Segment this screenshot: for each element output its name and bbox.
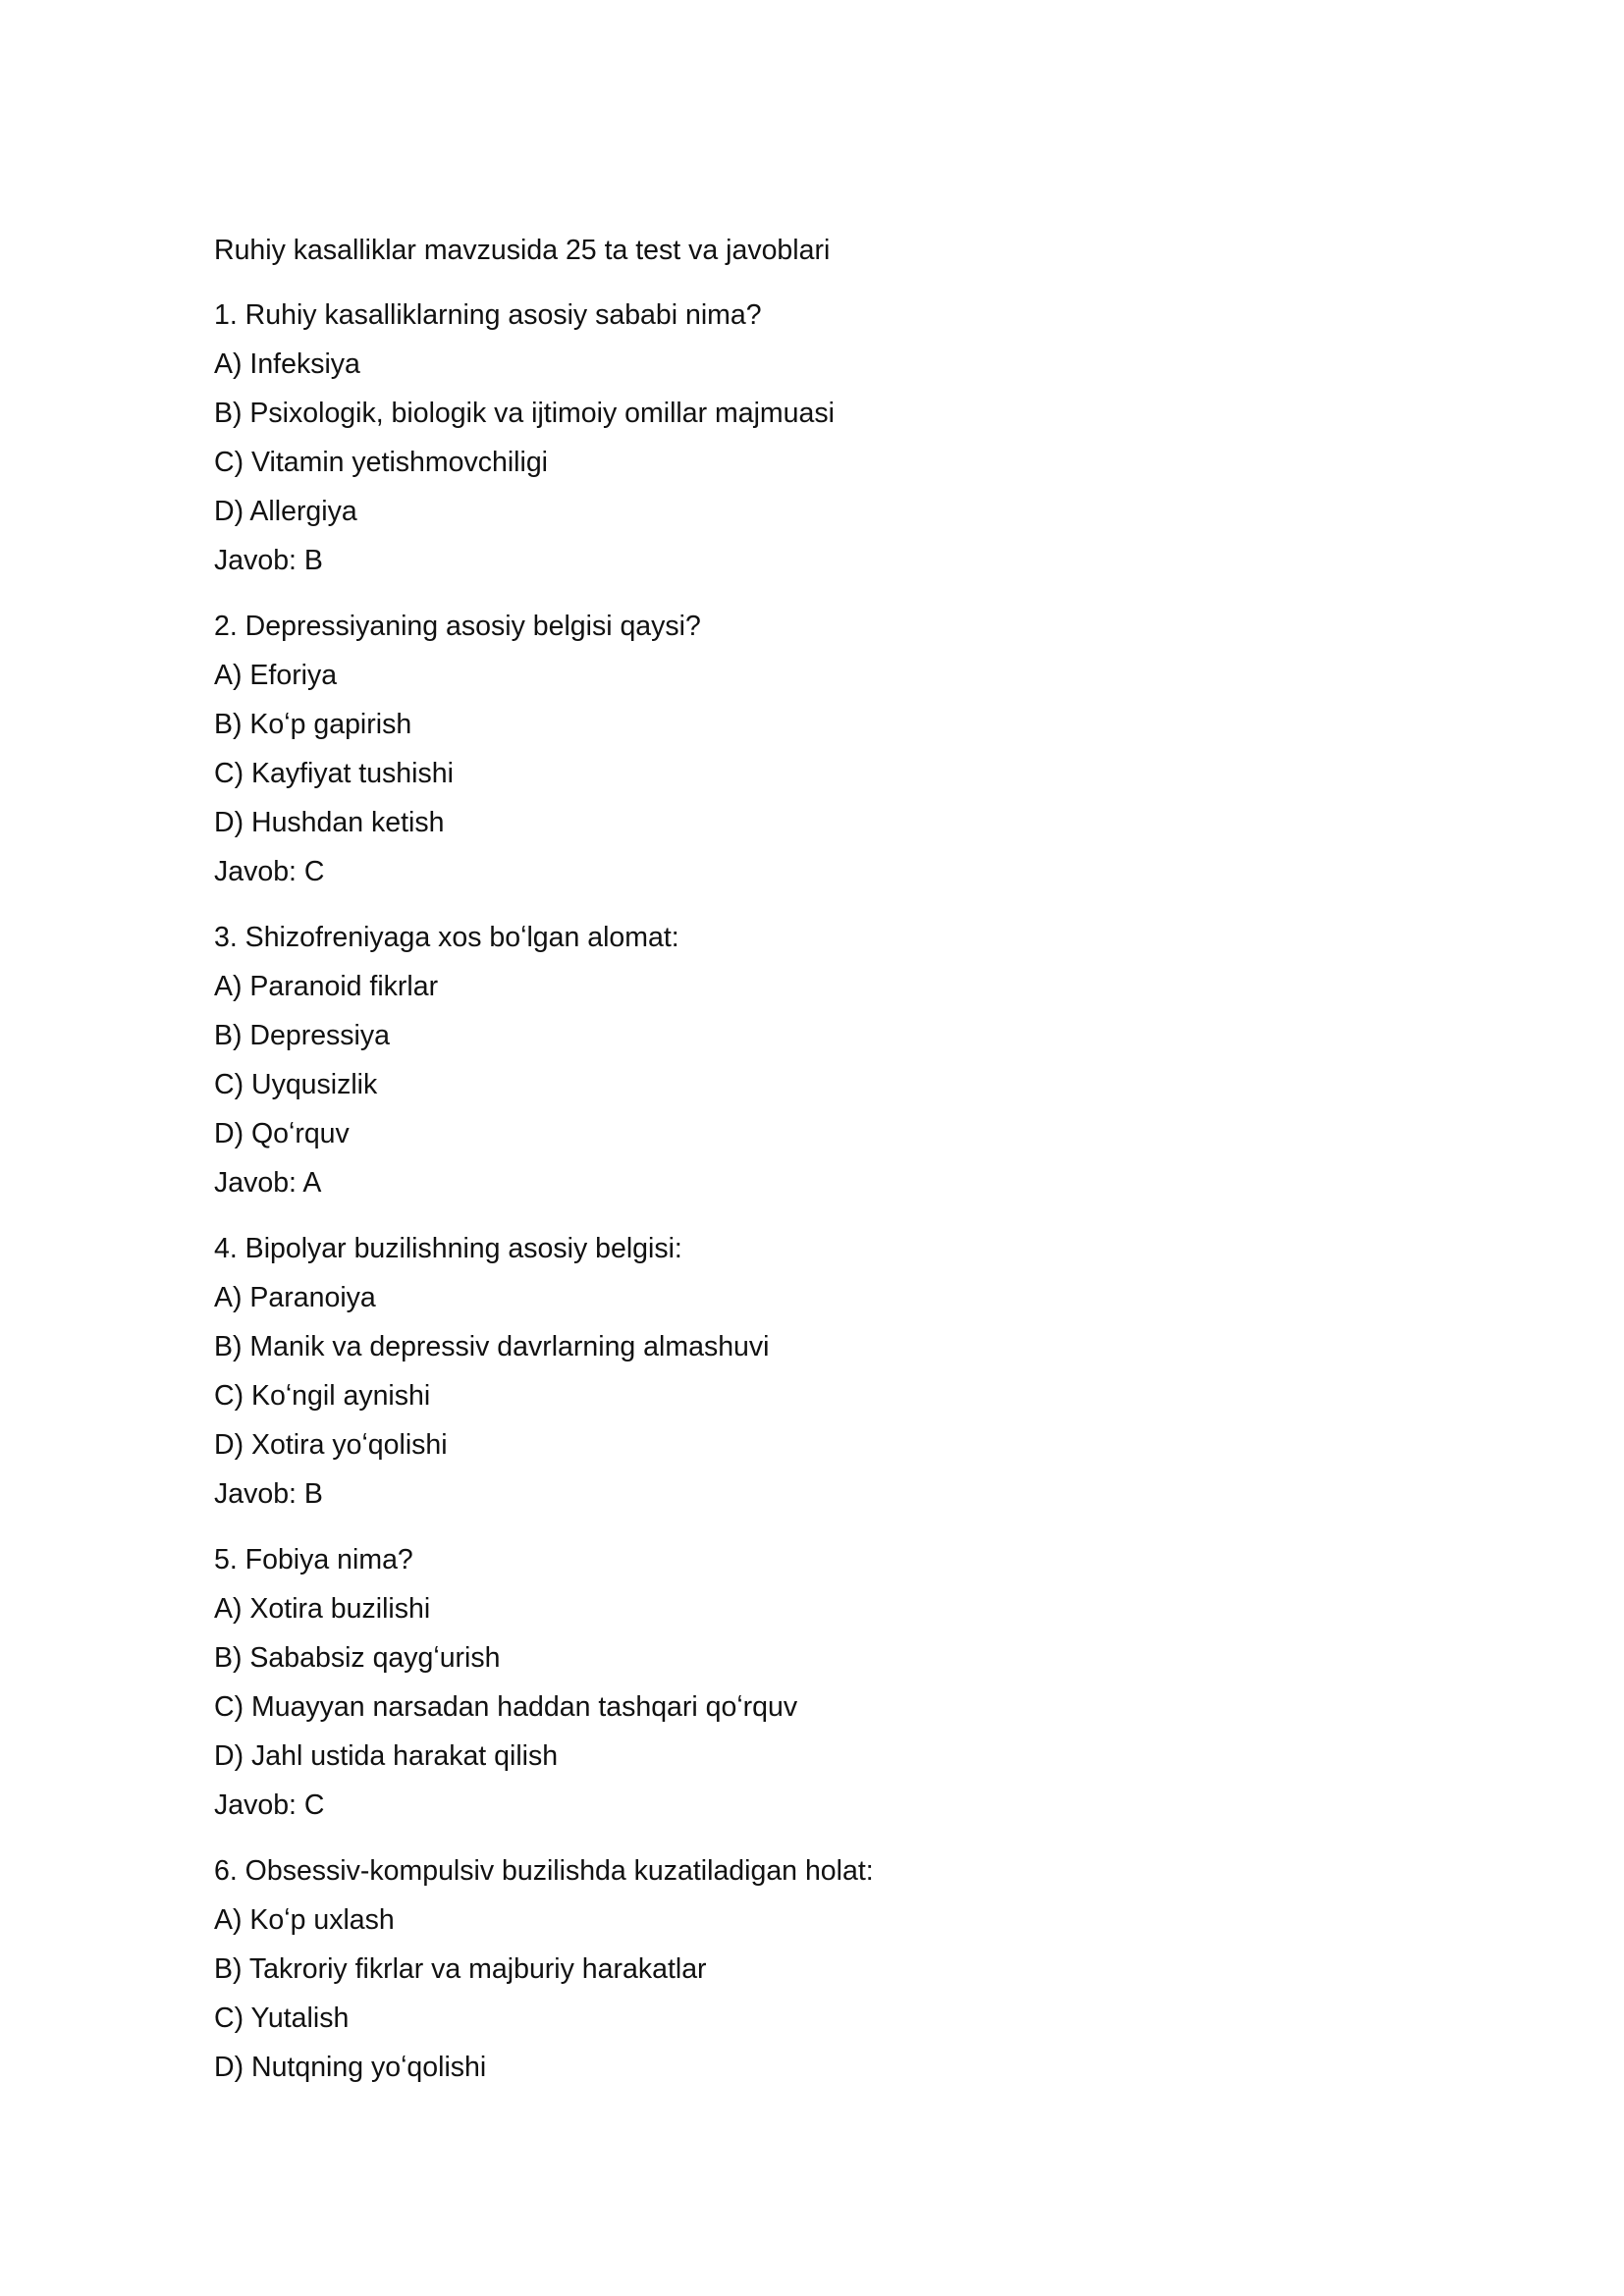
document-title: Ruhiy kasalliklar mavzusida 25 ta test va javoblari [214,235,831,266]
option-c: C) Yutalish [214,2002,350,2034]
option-a: A) Koʻp uxlash [214,1904,395,1936]
option-c: C) Uyqusizlik [214,1069,378,1100]
answer-text: Javob: B [214,1478,323,1510]
answer-text: Javob: C [214,1789,325,1821]
option-d: D) Allergiya [214,496,357,527]
option-b: B) Manik va depressiv davrlarning almashuvi [214,1331,770,1362]
option-a: A) Paranoiya [214,1282,376,1313]
option-b: B) Psixologik, biologik va ijtimoiy omillar majmuasi [214,398,835,429]
answer-text: Javob: A [214,1167,322,1199]
option-b: B) Koʻp gapirish [214,709,412,740]
answer-text: Javob: B [214,545,323,576]
question-text: 1. Ruhiy kasalliklarning asosiy sababi nima? [214,299,762,331]
question-5 [214,1535,1490,1830]
question-text: 6. Obsessiv-kompulsiv buzilishda kuzatiladigan holat: [214,1855,874,1887]
option-d: D) Qoʻrquv [214,1118,350,1149]
option-d: D) Jahl ustida harakat qilish [214,1740,559,1772]
question-6 [214,1846,1490,2092]
option-a: A) Xotira buzilishi [214,1593,431,1625]
question-1 [214,291,1490,585]
question-text: 5. Fobiya nima? [214,1544,413,1575]
option-c: C) Muayyan narsadan haddan tashqari qoʻrquv [214,1691,798,1723]
question-2 [214,602,1490,896]
answer-text: Javob: C [214,856,325,887]
question-text: 3. Shizofreniyaga xos boʻlgan alomat: [214,922,679,953]
option-d: D) Nutqning yoʻqolishi [214,2052,487,2083]
option-a: A) Eforiya [214,660,338,691]
option-c: C) Vitamin yetishmovchiligi [214,447,548,478]
option-d: D) Hushdan ketish [214,807,445,838]
option-c: C) Kayfiyat tushishi [214,758,454,789]
option-b: B) Sababsiz qaygʻurish [214,1642,501,1674]
option-b: B) Depressiya [214,1020,390,1051]
option-a: A) Infeksiya [214,348,360,380]
question-4 [214,1224,1490,1519]
question-text: 2. Depressiyaning asosiy belgisi qaysi? [214,611,701,642]
question-text: 4. Bipolyar buzilishning asosiy belgisi: [214,1233,682,1264]
option-d: D) Xotira yoʻqolishi [214,1429,448,1461]
question-3 [214,913,1490,1207]
option-b: B) Takroriy fikrlar va majburiy harakatlar [214,1953,707,1985]
document-page [214,226,1490,2109]
option-a: A) Paranoid fikrlar [214,971,439,1002]
option-c: C) Koʻngil aynishi [214,1380,431,1412]
